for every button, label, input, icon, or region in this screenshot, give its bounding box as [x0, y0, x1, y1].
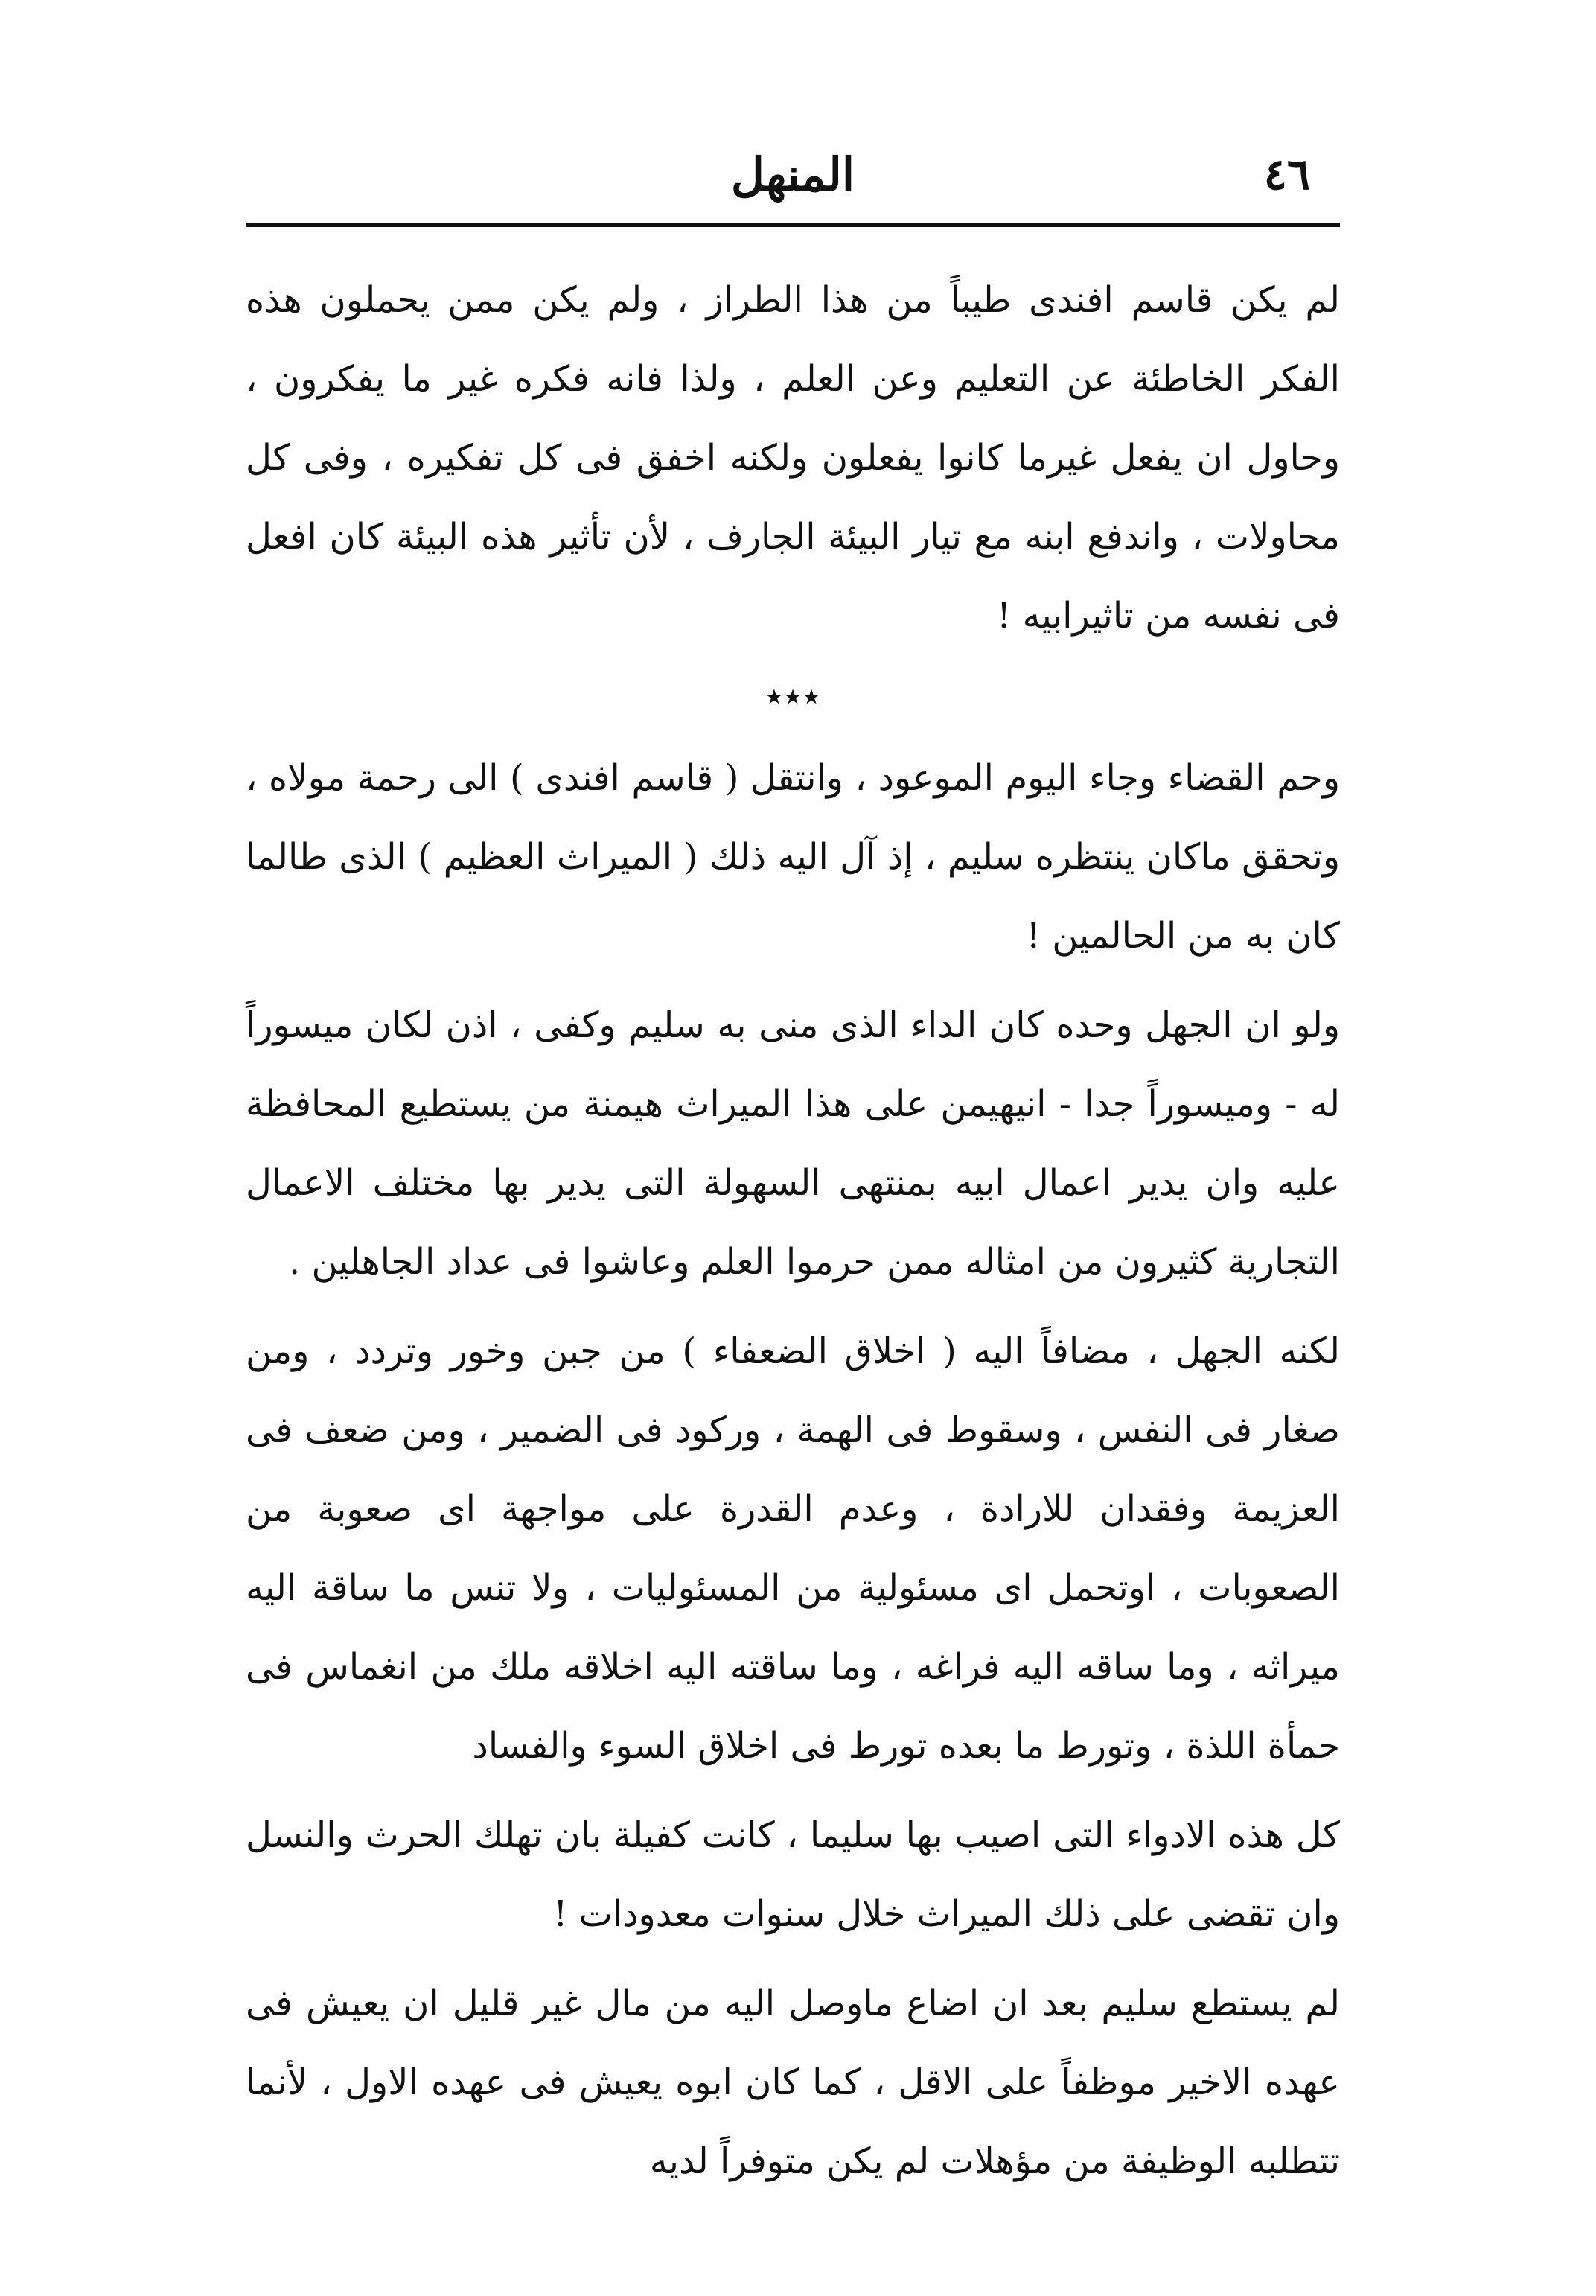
paragraph: كل هذه الادواء التى اصيب بها سليما ، كانت كفيلة بان تهلك الحرث والنسل وان تقضى على ذلك الميراث خلال سنوات معدودات !: [246, 1814, 1340, 1935]
paragraph: لكنه الجهل ، مضافاً اليه ( اخلاق الضعفاء ) من جبن وخور وتردد ، ومن صغار فى النفس ، وسقوط فى الهمة ، وركود فى الضمير ، ومن ضعف فى العزيمة وفقدان للارادة ، وعدم القدرة على مواجهة اى صعوبة من الصعوبات ، اوتحمل اى مسئولية من المسئوليات ، ولا تنس ما ساقة اليه ميراثه ، وما ساقه اليه فراغه ، وما ساقته اليه اخلاقه ملك من انغماس فى حمأة اللذة ، وتورط ما بعده تورط فى اخلاق السوء والفساد: [246, 1330, 1340, 1767]
page-header: [246, 141, 1340, 223]
paragraph: ولو ان الجهل وحده كان الداء الذى منى به سليم وكفى ، اذن لكان ميسوراً له - وميسوراً جدا - انيهيمن على هذا الميراث هيمنة من يستطيع المحافظة عليه وان يدير اعمال ابيه بمنتهى السهولة التى يدير بها مختلف الاعمال التجارية كثيرون من امثاله ممن حرموا العلم وعاشوا فى عداد الجاهلين .: [246, 1004, 1341, 1283]
paragraph: وحم القضاء وجاء اليوم الموعود ، وانتقل ( قاسم افندى ) الى رحمة مولاه ، وتحقق ماكان ينتظره سليم ، إذ آل اليه ذلك ( الميراث العظيم ) الذى طالما كان به من الحالمين !: [246, 757, 1340, 957]
body-text: [246, 261, 1340, 2211]
paragraph: لم يستطع سليم بعد ان اضاع ماوصل اليه من مال غير قليل ان يعيش فى عهده الاخير موظفاً على الاقل ، كما كان ابوه يعيش فى عهده الاول ، لأنما تتطلبه الوظيفة من مؤهلات لم يكن متوفراً لديه: [246, 1983, 1340, 2182]
running-title: المنهل: [730, 147, 855, 202]
page-number: ٤٦: [1263, 149, 1310, 200]
section-separator: ٭٭٭: [765, 675, 821, 715]
header-rule: [246, 223, 1340, 227]
paragraph: لم يكن قاسم افندى طيباً من هذا الطراز ، ولم يكن ممن يحملون هذه الفكر الخاطئة عن التعليم وعن العلم ، ولذا فانه فكره غير ما يفكرون ، وحاول ان يفعل غيرما كانوا يفعلون ولكنه اخفق فى كل تفكيره ، وفى كل محاولات ، واندفع ابنه مع تيار البيئة الجارف ، لأن تأثير هذه البيئة كان افعل فى نفسه من تاثيرابيه !: [246, 279, 1341, 637]
